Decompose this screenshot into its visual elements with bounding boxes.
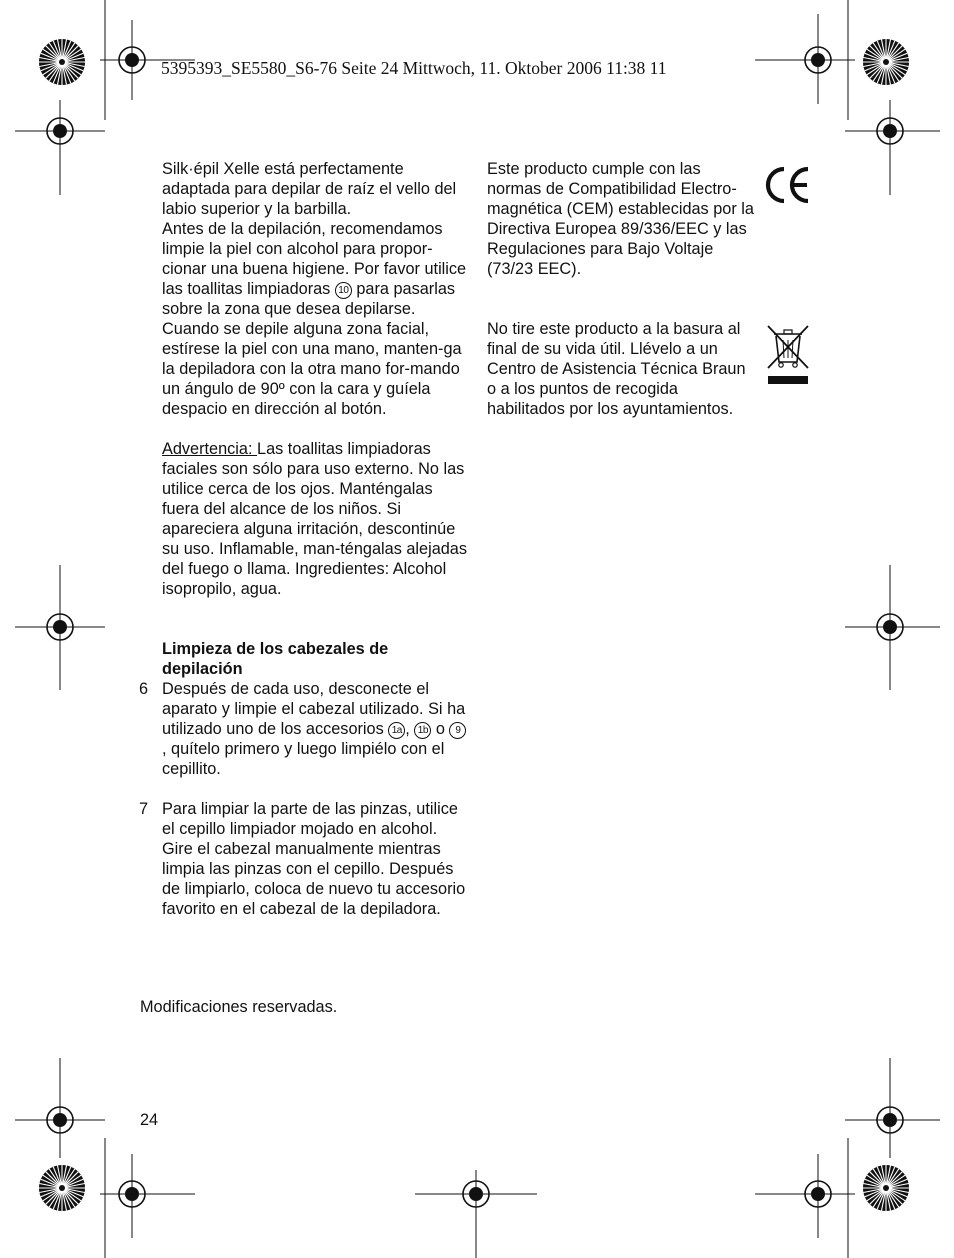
ce-compliance-paragraph: Este producto cumple con las normas de Compatibilidad Electro-magnética (CEM) establecidas por la Directiva Europea 89/336/EEC y las Regulaciones para Bajo Voltaje (73/23 EEC). [487, 160, 754, 278]
warning-label: Advertencia: [162, 440, 258, 458]
crosshair-right-lower-icon [845, 1058, 940, 1158]
item-ref-badge: 1a [388, 722, 405, 739]
starburst-bottom-left-icon [38, 1164, 86, 1212]
starburst-top-right-icon [862, 38, 910, 86]
step-7: 7 Para limpiar la parte de las pinzas, utilice el cepillo limpiador mojado en alcohol. Gire el cabezal manualmente mientras limpia las pinzas con el cepillo. Después de limpiarlo, coloca de nuevo tu accesorio favorito en el cabezal de la depiladora. [139, 800, 466, 918]
print-slug-header: 5395393_SE5580_S6-76 Seite 24 Mittwoch, 11. Oktober 2006 11:38 11 [161, 58, 667, 78]
modifications-note: Modificaciones reservadas. [140, 998, 338, 1016]
starburst-bottom-right-icon [862, 1164, 910, 1212]
crosshair-bottom-right-icon [755, 1138, 855, 1258]
crosshair-right-middle-icon [845, 565, 940, 690]
starburst-top-left-icon [38, 38, 86, 86]
intro-paragraph: Silk·épil Xelle está perfectamente adaptada para depilar de raíz el vello del labio superior y la barbilla. [162, 160, 457, 218]
step-6: 6 Después de cada uso, desconecte el aparato y limpie el cabezal utilizado. Si ha utilizado uno de los accesorios 1a , 1b o 9, quítelo primero y luego limpiélo con el cepillito. [139, 680, 466, 778]
technique-paragraph: Cuando se depile alguna zona facial, estírese la piel con una mano, manten-ga la depiladora con la otra mano for-mando un ángulo de 90º con la cara y guíela despacio en dirección al botón. [162, 320, 462, 418]
ce-mark-icon [764, 164, 814, 206]
left-column [139, 159, 468, 919]
warning-paragraph: Advertencia: Las toallitas limpiadoras faciales son sólo para uso externo. No las utilice cerca de los ojos. Manténgalas fuera del alcance de los niños. Si apareciera alguna irritación, descontinúe su uso. Inflamable, man-téngalas alejadas del fuego o llama. Ingredientes: Alcohol isopropilo, agua. [162, 440, 468, 598]
step-number: 7 [139, 800, 149, 818]
skin-prep-paragraph: Antes de la depilación, recomendamos limpie la piel con alcohol para propor-cionar una buena higiene. Por favor utilice las toallitas limpiadoras 10 para pasarlas sobre la zona que desea depilarse. [162, 220, 467, 318]
disposal-paragraph: No tire este producto a la basura al final de su vida útil. Llévelo a un Centro de Asistencia Técnica Braun o a los puntos de recogida habilitados por los ayuntamientos. [487, 320, 746, 418]
item-ref-badge: 9 [449, 722, 466, 739]
crosshair-left-lower-icon [15, 1058, 105, 1158]
crosshair-bottom-center-icon [415, 1170, 537, 1258]
item-ref-badge: 10 [335, 282, 352, 299]
page-number: 24 [140, 1111, 159, 1129]
crosshair-bottom-left-icon [100, 1138, 200, 1258]
crossed-out-bin-icon [764, 322, 812, 386]
crosshair-top-right-icon [755, 0, 855, 120]
step-number: 6 [139, 680, 149, 698]
right-column [487, 159, 757, 419]
section-heading: Limpieza de los cabezales de depilación [162, 640, 389, 678]
item-ref-badge: 1b [414, 722, 431, 739]
crosshair-left-upper-icon [15, 100, 105, 195]
crosshair-right-upper-icon [845, 100, 940, 195]
crosshair-left-middle-icon [15, 565, 105, 690]
